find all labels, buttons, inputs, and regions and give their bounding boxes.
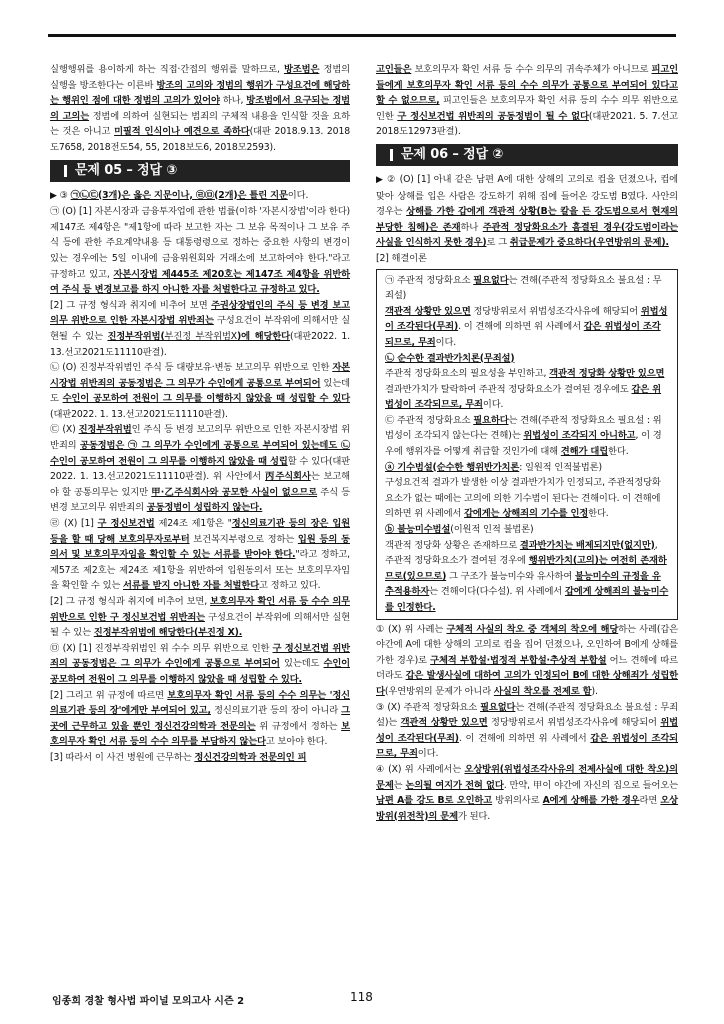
text: 필요없다	[480, 701, 516, 713]
text: 결과반가치는 배제되지만(없지만)	[519, 539, 655, 551]
text: 甲·乙주식회사와 공모한 사실이 없으므로	[151, 486, 318, 498]
box-item-5-body	[385, 538, 669, 616]
text: 정범의 실행을 방조한다는 이른바	[50, 64, 350, 91]
text: ⓑ 불능미수범설	[385, 524, 451, 536]
text: 정범에 의하여 실현되는 범죄의 구체적 내용을 인식할 것을 요하는 것은 아니고	[50, 110, 350, 138]
text: 갑에게는 상해죄의 기수를 인정	[464, 508, 589, 520]
r-p1	[376, 62, 678, 140]
text: 인 주식 등 변경 보고의무 위반으로 인한 자본시장법 위반죄의	[50, 424, 350, 452]
text: [2] 그 규정 형식과 취지에 비추어 보면,	[50, 596, 211, 607]
text: 입원 등의 동의서 및 보호의무자임을 확인할 수 있는 서류를 받아야 한다.	[50, 533, 350, 561]
text: 고 정하고 있다.	[259, 580, 321, 592]
top-rule	[48, 34, 676, 37]
text: (대판2022. 1. 13.선고2021도11110판결).	[50, 330, 350, 358]
text: 방위의사로	[492, 795, 543, 807]
text: 오상방위(위법성조각사유의 전제사실에 대한 착오)의 문제	[376, 763, 678, 791]
text: 위 규정에서 정하는	[255, 720, 342, 732]
left-column	[50, 62, 350, 766]
text: 불능미수의 규정을 유추적용하자	[385, 570, 661, 598]
text: ㉢ 주관적 정당화요소	[385, 414, 474, 426]
text: 서류를 받지 아니한 자를 처벌한다	[123, 580, 260, 592]
question-05-banner	[50, 160, 350, 182]
text: 있는데도	[279, 658, 324, 670]
text: 피고인들은 보호의무자 확인 서류 등의 수수 의무 위반으로 인한	[376, 95, 678, 122]
text: 구체적 부합설·법정적 부합설·추상적 부합설	[430, 654, 607, 666]
text: 공동정범이 성립하지 않는다.	[146, 502, 263, 514]
text: 구성요건적 결과가 발생한 이상 결과반가치가 인정되고, 주관적정당화요소가 없는 때에는 고의에 의한 기수범이 된다는 견해이다. 이 견해에 의하면 위 사례에서	[385, 477, 661, 520]
text: 주관적 정당화요소가 흠결된 경우(강도범이라는 사실을 인식하지 못한 경우)	[376, 221, 679, 249]
text: 이다.	[482, 399, 504, 411]
footer-title: 임종희 경찰 형사법 파이널 모의고사 시즌 2	[52, 996, 245, 1007]
text: ① (X) 위 사례는	[376, 623, 447, 635]
text: 주권상장법인의 주식 등 변경 보고의무 위반으로 인한 자본시장법 위반죄는	[50, 299, 350, 327]
text: (대판 2018.9.13. 2018도7658, 2018전도54, 55, 2018보도6, 2018모2593).	[50, 126, 350, 153]
q05-p3	[50, 360, 350, 422]
text: 공동정범은 ㉠ 그 의무가 수인에게 공통으로 부여되어 있는데도 ㉡ 수인이 공모하여 전원이 그 의무를 이행하지 않았을 때 성립	[50, 440, 350, 467]
text: ③ (X) 주관적 정당화요소	[376, 701, 481, 713]
text: . 이 견해에 의하면 위 사례에서	[458, 732, 591, 744]
text: 실행행위를 용이하게 하는 직접·간접의 행위를 말하므로,	[50, 64, 284, 75]
text: 방조범은	[283, 64, 320, 75]
text: 하나	[460, 221, 483, 233]
text: , 주관적 정당화요소가 결여된 경우에	[385, 539, 658, 567]
text: 논의될 여지가 전혀 없다	[405, 779, 504, 791]
text: 갑은 위법성이 조각되므로, 무죄	[385, 321, 661, 348]
text: 방조의 고의와 정범의 행위가 구성요건에 해당하는 행위인 점에 대한 정범의 고의가 있어야	[50, 79, 350, 107]
q05-p4	[50, 422, 350, 516]
text: 갑은 위법성이 조각되므로, 무죄	[376, 732, 679, 760]
q06-answer-1	[376, 622, 678, 700]
q05-p9	[50, 750, 350, 766]
banner-text: 문제 05 – 정답 ③	[75, 162, 178, 178]
text: 丙주식회사	[265, 471, 311, 483]
box-item-5-title	[385, 522, 669, 538]
text: 위법성이 조각되지 아니하고	[523, 430, 636, 442]
text: 고 보아야 한다.	[265, 736, 328, 748]
q06-p1	[376, 172, 678, 251]
text: 그 구조가 불능미수와 유사하여	[446, 570, 576, 582]
text: 는 보고해야 할 공통의무는 있지만	[50, 471, 350, 498]
text: 구 정신보건법 위반죄의 공동정범이 될 수 없다	[397, 110, 589, 122]
text: 구성요건이 부작위에 의해서만 실현될 수 있는	[50, 611, 351, 639]
text: 위법성이 조각된다(무죄)	[376, 717, 678, 744]
text: (대판2021. 5. 7.선고2018도12973판결).	[376, 110, 679, 138]
text: 피고인들에게 보호의무자 확인 서류 등의 수수 의무가 공통으로 부여되어 있다고 할 수 없으므로,	[376, 64, 678, 107]
q05-p8	[50, 688, 350, 750]
text: 취급문제가 중요하다(우연방위의 문제).	[509, 237, 669, 249]
text: , 이 경우에 행위자를 어떻게 취급할 것인가에 대해	[385, 430, 662, 458]
page-number: 118	[350, 990, 373, 1004]
q05-p1	[50, 204, 350, 298]
text: 객관적 정당화 상황은 존재하므로	[385, 539, 520, 551]
box-item-3	[385, 413, 669, 460]
triangle-icon: ▶	[376, 174, 384, 185]
text: ㉡ (O) 진정부작위범인 주식 등 대량보유·변동 보고의무 위반으로 인한	[50, 362, 333, 374]
text: 진정부작위범(	[107, 330, 165, 342]
q05-answer	[50, 188, 350, 205]
text: 이다.	[417, 748, 439, 760]
text: (이원적 인적 불법론)	[450, 524, 534, 536]
text: 미필적 인식이나 예견으로 족하다	[114, 126, 250, 138]
text: 는 견해이다(다수설). 위 사례에서	[429, 586, 565, 598]
text: 객관적 정당화 상황만 있으면	[549, 368, 665, 380]
text: 이다.	[287, 189, 309, 201]
text: 객관적 상황만 있으면	[400, 717, 488, 729]
text: 는 견해(주관적 정당화요소 불요설 : 무죄설)는	[376, 701, 678, 729]
text: 보호의무자 확인 서류 등 수수 의무의 귀속주체가 아니므로	[411, 64, 652, 75]
text: ).	[591, 685, 598, 697]
text: 수인이 공모하여 전원이 그 의무를 이행하지 않았을 때 성립할 수 있다	[62, 393, 350, 405]
text: ㉠㉡㉢(3개)은 옳은 지문이나, ㉣㉤(2개)은 틀린 지문	[70, 189, 288, 201]
text: 있는데도	[50, 377, 350, 405]
text: 정신의료기관 등의 장은 입원 등을 할 때 당해 보호의무자로부터	[50, 518, 350, 545]
question-06-banner	[376, 144, 678, 166]
text: 라면	[639, 795, 661, 807]
text: 하는 사례(갑은 야간에 A에 대한 상해의 고의로 컵을 집어 던졌으나, 오인하여 B에게 상해를 가한 경우)로	[376, 623, 678, 666]
q05-p6	[50, 594, 350, 641]
text: [2] 그 규정 형식과 취지에 비추어 보면	[50, 299, 212, 311]
text: . 만약, 甲이 야간에 자신의 집으로 들어오는	[503, 779, 678, 791]
text: 어느 견해에 따르더라도	[376, 654, 678, 682]
box-item-4-body	[385, 475, 669, 522]
text: 행위반가치(고의)는 여전히 존재하므로(있으므로)	[385, 555, 667, 582]
text: ⓐ 기수범설(순수한 행위반가치론	[385, 461, 520, 473]
banner-bar	[64, 165, 67, 177]
text: 그곳에 근무하고 있을 뿐인 정신건강의학과 전문의는	[50, 705, 351, 732]
text: 제24조 제1항은 "	[154, 518, 232, 530]
text: 위법성이 조각된다(무죄)	[385, 305, 668, 333]
banner-text: 문제 06 – 정답 ②	[401, 147, 504, 163]
text: 부진정 부작위범X	[164, 330, 238, 342]
text: ㉢ (X)	[50, 424, 79, 436]
text: [3] 따라서 이 사건 병원에 근무하는	[50, 751, 195, 763]
text: . 이 견해에 의하면 위 사례에서	[458, 321, 584, 333]
text: 남편 A를 강도 B로 오인하고	[376, 795, 493, 807]
text: 자본시장법 위반죄의 공동정범은 그 의무가 수인에게 공통으로 부여되어	[50, 362, 350, 389]
text: 수인이 공모하여 전원이 그 의무를 이행하지 않았을 때 성립할 수 있다.	[50, 658, 350, 685]
text: 구 정신보건법	[97, 518, 155, 530]
box-item-1-title	[385, 273, 669, 304]
text: )에 해당한다	[237, 330, 290, 342]
text: 보호의무자 확인 서류 등 수수 의무 위반으로 인한 구 정신보건법 위반죄는	[50, 596, 350, 623]
text: 주관적 정당화요소의 필요성을 부인하고,	[385, 368, 550, 380]
text: ③	[56, 189, 71, 201]
text: 할 수 있다(대판2022. 1. 13.선고2021도11110판결). 위 사안에서	[50, 455, 351, 483]
box-item-4-title	[385, 460, 669, 476]
text: 이다.	[435, 336, 457, 348]
q06-answer-4	[376, 762, 678, 824]
q06-p2: [2] 해결이론	[376, 252, 427, 264]
text: 정신의료기관 등의 장이 아니라	[210, 705, 342, 717]
text: 정당방위로서 위법성조각사유에 해당되어	[487, 717, 661, 729]
q06-answer-3	[376, 700, 678, 762]
text: 오상방위(위전착)의 문제	[376, 795, 679, 822]
text: 상해를 가한 갑에게 객관적 상황(B는 칼을 든 강도범으로서 현재의 부당한 침해)은 존재	[376, 206, 678, 233]
triangle-icon: ▶	[50, 190, 57, 201]
text: 보호의무자 확인 서류 등의 수수 의무는 '정신의료기관 등의 장'에게만 부여되어 있고,	[50, 689, 351, 717]
text: 갑은 발생사실에 대하여 고의가 인정되어 B에 대한 상해죄가 성립한다	[376, 670, 678, 697]
text: 보건복지부령으로 정하는	[189, 533, 298, 545]
text: 정신건강의학과 전문의인 피	[194, 751, 307, 763]
text: [2] 그리고 위 규정에 따르면	[50, 689, 168, 701]
theory-box	[376, 269, 678, 620]
text: 한다.	[608, 446, 629, 458]
text: 객관적 상황만 있으면	[385, 305, 471, 317]
text: 구성요건이 부작위에 의해서만 실현될 수 있는	[50, 315, 350, 342]
text: 가 된다.	[457, 810, 491, 822]
q05-p2	[50, 298, 350, 360]
text: 보호의무자 확인 서류 등의 수수 의무를 부담하지 않는다	[50, 720, 350, 748]
text: 자본시장법 제445조 제20호는 제147조 제4항을 위반하여 주식 등 변경보고를 하지 아니한 자를 처벌한다고 규정하고 있다.	[50, 268, 350, 296]
text: 고인들은	[376, 64, 412, 75]
text: : 일원적 인적불법론)	[519, 461, 602, 473]
right-column	[376, 62, 678, 824]
text: 하나,	[219, 95, 247, 107]
text: 로 그	[486, 237, 510, 249]
q05-p7	[50, 641, 350, 688]
text: ㉠ (O) [1] 자본시장과 금융투자업에 관한 법률(이하 '자본시장법'이라 한다) 제147조 제4항은 "제1항에 따라 보고한 자는 그 보유 목적이나 그 보유 주식 등에 관한 주요계약내용 등 대통령령으로 정하는 중요한 사항의 변경이 있는 경우에는 5일 이내에 금융위원회와 거래소에 보고하여야 한다."라고 규정하고 있고,	[50, 206, 350, 280]
text: 진정부작위범	[78, 424, 132, 436]
text: 견해가 대립	[560, 446, 609, 458]
banner-bar	[390, 149, 393, 161]
text: ㉡ 순수한 결과반가치론(무죄설)	[385, 352, 515, 364]
text: 정당방위로서 위법성조각사유에 해당되어	[470, 305, 641, 317]
box-item-2-title	[385, 351, 669, 367]
text: 는 견해(주관적 정당화요소 불요설 : 무죄설)	[385, 274, 662, 302]
box-item-1-body	[385, 304, 669, 351]
intro-paragraph	[50, 62, 350, 156]
text: 갑에게 상해죄의 불능미수를 인정한다.	[385, 586, 669, 613]
text: "라고 정하고, 제57조 제2호는 제24조 제1항을 위반하여 입원동의서 또는 보호의무자임을 확인할 수 있는	[50, 549, 350, 592]
text: 주식 등 변경 보고의무 위반죄의	[50, 486, 350, 514]
text: 방조범에서 요구되는 정범의 고의는	[50, 95, 350, 122]
text: 는	[393, 779, 406, 791]
text: 결과반가치가 탈락하여 주관적 정당화요소가 결여된 경우에도	[385, 383, 632, 395]
text: 필요없다	[473, 274, 509, 286]
box-item-2-body	[385, 366, 669, 413]
text: 구체적 사실의 착오 중 객체의 착오에 해당	[446, 623, 619, 635]
text: ④ (X) 위 사례에서는	[376, 763, 465, 775]
text: 갑은 위법성이 조각되므로, 무죄	[385, 383, 662, 411]
text: 진정부작위범에 해당한다(부진정 X).	[93, 627, 243, 639]
text: 한다.	[588, 508, 609, 520]
text: (대판2022. 1. 13.선고2021도11110판결).	[50, 408, 228, 420]
text: (우연방위의 문제가 아니라	[384, 685, 494, 697]
text: 구 정신보건법 위반죄의 공동정범은 그 의무가 수인에게 공통으로 부여되어	[50, 642, 350, 670]
text: ② (O) [1] 아내 같은 남편 A에 대한 상해의 고의로 컵을 던졌으나, 컵에 맞아 상해를 입은 사람은 강도하기 위해 집에 들어온 강도범 B였다. 사안의 경우는	[376, 173, 678, 218]
q05-p5	[50, 516, 350, 594]
text: ㉤ (X) [1] 진정부작위범인 위 수수 의무 위반으로 인한	[50, 642, 273, 654]
text: 는 견해(주관적 정당화요소 필요설 : 위법성이 조각되지 않는다는 견해)는	[385, 414, 662, 442]
text: A에게 상해를 가한 경우	[542, 795, 640, 807]
text: 필요하다	[473, 414, 509, 426]
text: 사실의 착오를 전제로 함	[493, 685, 592, 697]
text: ㉠ 주관적 정당화요소	[385, 274, 474, 286]
text: ㉣ (X) [1]	[50, 518, 98, 530]
